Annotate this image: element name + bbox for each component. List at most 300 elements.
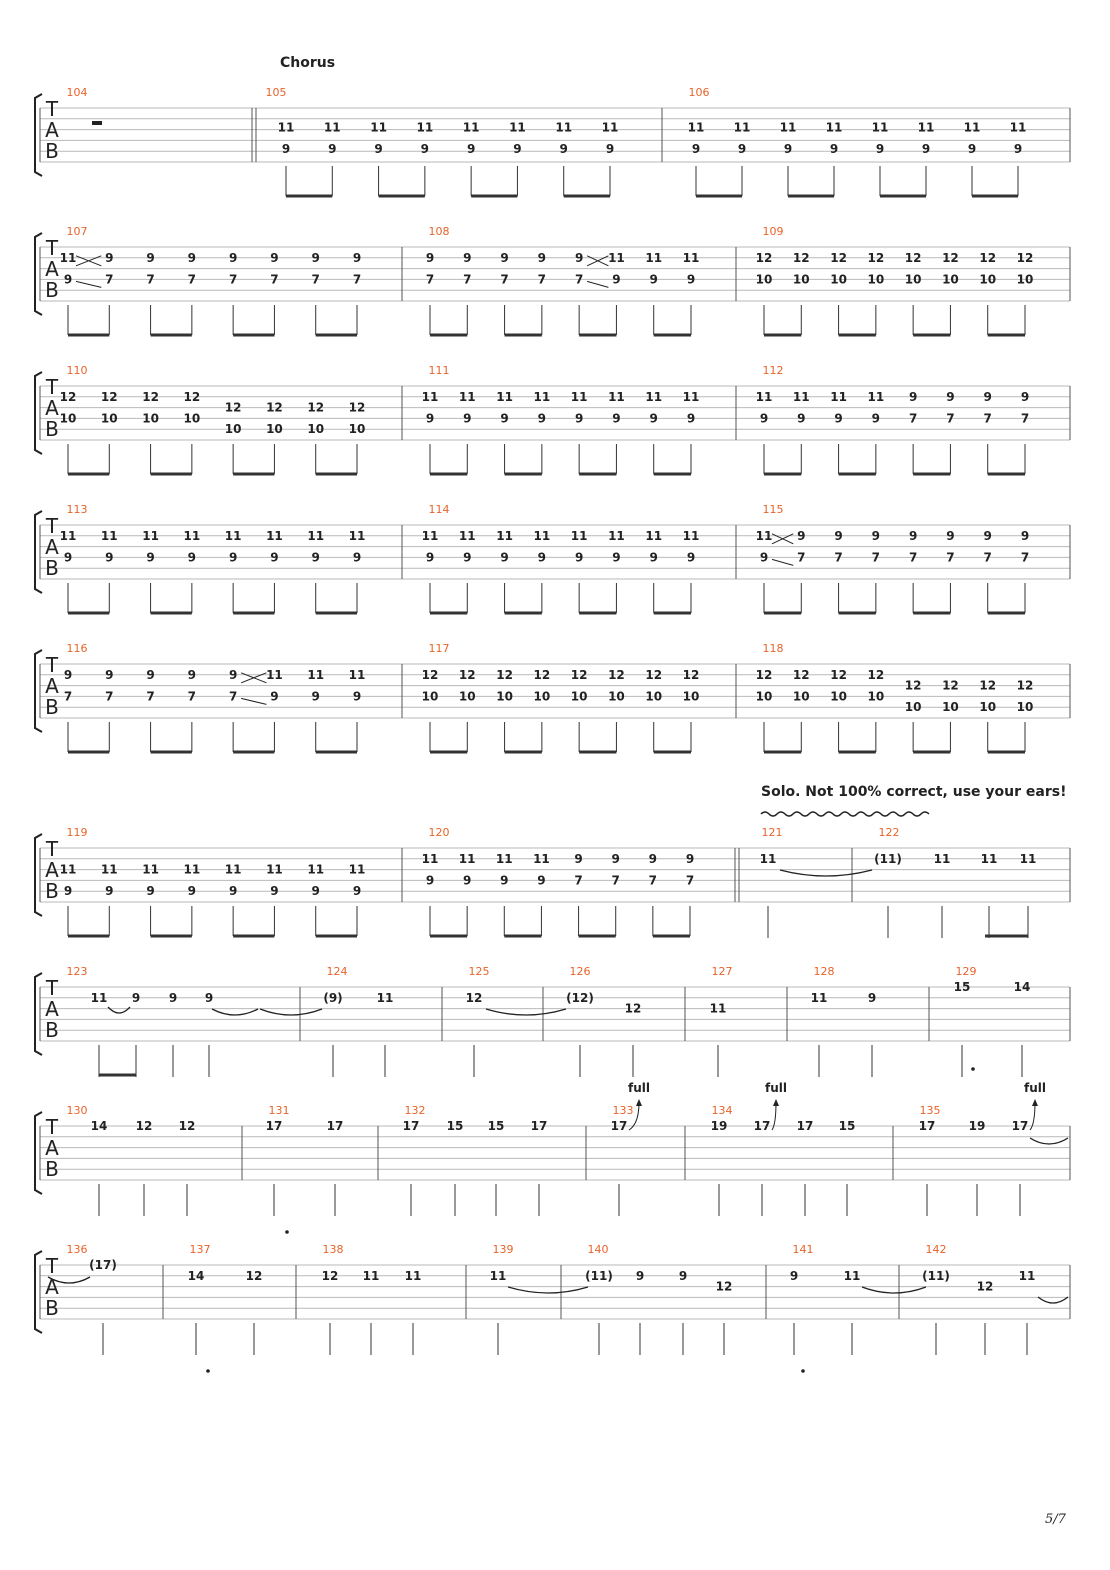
measure-number: 128 (813, 965, 835, 978)
measure-number: 107 (66, 225, 88, 238)
fret-number: 9 (463, 550, 472, 565)
tab-staves (35, 86, 1070, 1373)
fret-number: 11 (608, 250, 625, 265)
fret-number: 9 (691, 142, 701, 157)
fret-number: 12 (608, 667, 625, 682)
fret-number: 11 (416, 120, 434, 135)
fret-number: 17 (796, 1119, 814, 1133)
measure-number: 136 (66, 1243, 88, 1256)
fret-number: 12 (715, 1279, 733, 1294)
measure-number: 127 (711, 965, 733, 978)
system-bracket (35, 233, 42, 315)
fret-number: 9 (328, 142, 337, 157)
fret-number: 11 (496, 389, 513, 404)
fret-number: 7 (574, 873, 583, 888)
fret-number: 9 (63, 272, 73, 287)
fret-number: 9 (63, 884, 73, 899)
fret-number: 11 (608, 528, 625, 543)
tab-letter: B (45, 1157, 59, 1181)
fret-number: 10 (755, 272, 773, 287)
fret-number: 7 (834, 550, 843, 565)
fret-number: 11 (348, 862, 366, 877)
staccato-dot (206, 1369, 210, 1373)
fret-number: 11 (608, 389, 625, 404)
fret-number: 11 (709, 1001, 727, 1016)
fret-number: 9 (678, 1268, 688, 1283)
fret-number: 7 (187, 689, 197, 704)
fret-number: 9 (574, 411, 584, 426)
fret-number: 12 (792, 667, 810, 682)
fret-number: 17 (530, 1119, 548, 1133)
fret-number: 9 (612, 550, 621, 565)
tab-letter: T (45, 837, 59, 861)
fret-number: 11 (348, 528, 366, 543)
fret-number: 9 (187, 550, 197, 565)
fret-number: 9 (686, 411, 696, 426)
bend-arrow (1032, 1099, 1038, 1106)
tie-arc (108, 1007, 130, 1013)
fret-number: 9 (228, 884, 238, 899)
tab-system (35, 826, 1070, 938)
page-number: 5/7 (1045, 1512, 1066, 1527)
fret-number: 9 (1013, 142, 1023, 157)
fret-number: 7 (63, 689, 73, 704)
tab-letter: T (45, 97, 59, 121)
fret-number: 9 (466, 142, 476, 157)
fret-number: 9 (105, 250, 114, 265)
fret-number: 11 (458, 528, 476, 543)
staccato-dot (971, 1067, 975, 1071)
fret-number: 11 (682, 250, 700, 265)
fret-number: 9 (311, 550, 320, 565)
fret-number: 9 (352, 884, 362, 899)
measure-number: 125 (468, 965, 490, 978)
fret-number: 10 (496, 689, 513, 704)
fret-number: 11 (183, 528, 201, 543)
tab-system (35, 1243, 1070, 1355)
fret-number: 9 (425, 550, 435, 565)
fret-number: 11 (533, 389, 551, 404)
fret-number: 7 (146, 272, 155, 287)
fret-number: 11 (404, 1268, 422, 1283)
tab-letter: A (45, 396, 59, 420)
tab-letter: B (45, 1018, 59, 1042)
fret-number: 9 (500, 411, 509, 426)
measure-number: 111 (428, 364, 450, 377)
tie-arc (508, 1287, 588, 1293)
fret-number: 19 (968, 1119, 986, 1133)
measure-number: 140 (587, 1243, 609, 1256)
staccato-dot (801, 1369, 805, 1373)
fret-number: 12 (266, 400, 283, 415)
system-bracket (35, 1112, 42, 1194)
fret-number: 12 (421, 667, 439, 682)
fret-number: 10 (142, 411, 159, 426)
fret-number: 11 (843, 1268, 861, 1283)
tab-letter: B (45, 556, 59, 580)
fret-number: 11 (142, 862, 159, 877)
fret-number: 12 (830, 667, 847, 682)
fret-number: 11 (266, 528, 283, 543)
tab-system (35, 965, 1070, 1077)
fret-number: 9 (131, 990, 141, 1005)
fret-number: 9 (311, 250, 320, 265)
bend-label: full (765, 1081, 787, 1095)
fret-number: 10 (755, 689, 773, 704)
fret-number: 7 (908, 550, 918, 565)
fret-number: 12 (570, 667, 588, 682)
fret-number: 12 (976, 1279, 994, 1294)
fret-number: 17 (918, 1119, 936, 1133)
fret-number: 9 (759, 550, 769, 565)
fret-number: 11 (370, 120, 387, 135)
measure-number: 121 (761, 826, 783, 839)
fret-number: 9 (829, 142, 839, 157)
fret-number: 12 (979, 250, 997, 265)
fret-number: 11 (100, 528, 118, 543)
fret-number: 11 (755, 389, 773, 404)
tab-letter: B (45, 417, 59, 441)
fret-number: 9 (1020, 528, 1030, 543)
fret-number: 11 (963, 120, 981, 135)
fret-number: 7 (685, 873, 695, 888)
fret-number: 12 (624, 1001, 642, 1016)
fret-number: 9 (574, 250, 584, 265)
fret-number: 9 (311, 689, 320, 704)
fret-number: 11 (307, 528, 325, 543)
fret-number: 9 (908, 528, 918, 543)
fret-number: 9 (63, 550, 73, 565)
fret-number: 10 (59, 411, 77, 426)
fret-number: 12 (904, 678, 922, 693)
measure-number: 106 (688, 86, 710, 99)
fret-number: 12 (135, 1119, 153, 1133)
fret-number: 11 (1009, 120, 1027, 135)
measure-number: 118 (762, 642, 784, 655)
fret-number: 11 (1018, 1268, 1036, 1283)
fret-number: 11 (755, 528, 773, 543)
system-bracket (35, 1251, 42, 1333)
fret-number: 15 (487, 1119, 505, 1133)
fret-number: 9 (574, 550, 584, 565)
fret-number: 11 (759, 851, 777, 866)
fret-number: 11 (533, 851, 550, 866)
fret-number: 7 (352, 272, 362, 287)
fret-number: 9 (270, 550, 279, 565)
fret-number: 10 (421, 689, 439, 704)
fret-number: 14 (1013, 980, 1031, 994)
fret-number: 11 (830, 389, 847, 404)
tab-letter: B (45, 879, 59, 903)
measure-number: 142 (925, 1243, 947, 1256)
fret-number: 9 (834, 528, 843, 543)
chorus-label: Chorus (280, 55, 336, 71)
fret-number: 11 (421, 389, 439, 404)
fret-number: 11 (1019, 851, 1037, 866)
fret-number: 9 (1020, 389, 1030, 404)
fret-number: 7 (228, 689, 238, 704)
fret-number: 9 (425, 411, 435, 426)
fret-number: 12 (904, 250, 922, 265)
measure-number: 138 (322, 1243, 344, 1256)
fret-number: 7 (105, 272, 114, 287)
fret-number: 9 (374, 142, 383, 157)
fret-number: 10 (533, 689, 551, 704)
fret-number: 9 (352, 550, 362, 565)
fret-number: (17) (89, 1258, 117, 1272)
fret-number: 7 (611, 873, 620, 888)
fret-number: 10 (867, 689, 885, 704)
fret-number: 11 (421, 528, 439, 543)
fret-number: 11 (533, 528, 551, 543)
fret-number: 9 (187, 250, 197, 265)
tab-letter: A (45, 1136, 59, 1160)
tab-letter: B (45, 1296, 59, 1320)
system-bracket (35, 973, 42, 1055)
system-bracket (35, 372, 42, 454)
fret-number: 9 (420, 142, 430, 157)
fret-number: 15 (838, 1119, 856, 1133)
fret-number: 11 (810, 990, 828, 1005)
tab-letter: A (45, 118, 59, 142)
measure-number: 129 (955, 965, 977, 978)
fret-number: 11 (59, 862, 77, 877)
measure-number: 105 (265, 86, 287, 99)
measure-number: 137 (189, 1243, 211, 1256)
slide-mark (772, 534, 793, 566)
fret-number: 9 (612, 411, 621, 426)
fret-number: 9 (686, 550, 696, 565)
fret-number: 9 (425, 250, 435, 265)
fret-number: 9 (648, 851, 658, 866)
fret-number: 9 (834, 411, 843, 426)
fret-number: 12 (867, 667, 885, 682)
tab-letter: A (45, 674, 59, 698)
fret-number: 12 (1016, 678, 1034, 693)
measure-number: 124 (326, 965, 348, 978)
fret-number: 17 (402, 1119, 420, 1133)
fret-number: 10 (348, 422, 366, 437)
fret-number: 9 (611, 851, 620, 866)
fret-number: 11 (601, 120, 619, 135)
tab-letter: B (45, 139, 59, 163)
fret-number: 11 (645, 389, 663, 404)
fret-number: 7 (228, 272, 238, 287)
staccato-dot (285, 1230, 289, 1234)
fret-number: 9 (311, 884, 320, 899)
fret-number: 11 (682, 528, 700, 543)
fret-number: 10 (1016, 700, 1034, 715)
fret-number: 9 (921, 142, 931, 157)
fret-number: 11 (183, 862, 201, 877)
measure-number: 117 (428, 642, 450, 655)
fret-number: 11 (323, 120, 341, 135)
fret-number: 9 (463, 411, 472, 426)
fret-number: 12 (348, 400, 366, 415)
tab-letter: A (45, 858, 59, 882)
measure-number: 134 (711, 1104, 733, 1117)
fret-number: 9 (574, 851, 583, 866)
fret-number: 12 (59, 389, 77, 404)
bend-label: full (628, 1081, 650, 1095)
fret-number: 17 (610, 1119, 628, 1133)
fret-number: 7 (983, 550, 992, 565)
fret-number: 12 (496, 667, 513, 682)
fret-number: 10 (867, 272, 885, 287)
fret-number: 12 (1016, 250, 1034, 265)
fret-number: 9 (537, 250, 547, 265)
measure-number: 122 (878, 826, 900, 839)
fret-number: 11 (489, 1268, 507, 1283)
fret-number: 7 (537, 272, 547, 287)
fret-number: 7 (574, 272, 584, 287)
fret-number: 12 (100, 389, 118, 404)
tab-letter: A (45, 535, 59, 559)
fret-number: 9 (146, 884, 155, 899)
fret-number: (11) (585, 1268, 613, 1283)
fret-number: 12 (755, 250, 773, 265)
fret-number: 9 (500, 550, 509, 565)
bend-label: full (1024, 1081, 1046, 1095)
fret-number: 12 (682, 667, 700, 682)
fret-number: 9 (871, 528, 881, 543)
fret-number: 12 (533, 667, 551, 682)
slide-mark (241, 673, 266, 705)
fret-number: 7 (946, 550, 955, 565)
fret-number: 11 (555, 120, 573, 135)
fret-number: 11 (266, 862, 283, 877)
fret-number: 7 (500, 272, 509, 287)
fret-number: 9 (463, 250, 472, 265)
fret-number: 7 (311, 272, 320, 287)
fret-number: 10 (1016, 272, 1034, 287)
slide-mark (587, 256, 608, 288)
tie-arc (780, 870, 872, 876)
fret-number: 7 (463, 272, 472, 287)
fret-number: 17 (265, 1119, 283, 1133)
tab-letter: T (45, 375, 59, 399)
fret-number: 10 (645, 689, 663, 704)
fret-number: 9 (649, 272, 658, 287)
fret-number: 11 (933, 851, 951, 866)
fret-number: 7 (871, 550, 881, 565)
fret-number: 11 (495, 851, 513, 866)
fret-number: 11 (867, 389, 885, 404)
fret-number: 10 (682, 689, 700, 704)
measure-number: 110 (66, 364, 88, 377)
fret-number: 11 (779, 120, 797, 135)
fret-number: 7 (270, 272, 279, 287)
fret-number: 12 (458, 667, 476, 682)
fret-number: 7 (648, 873, 658, 888)
tab-letter: T (45, 653, 59, 677)
measure-number: 141 (792, 1243, 814, 1256)
fret-number: 9 (537, 550, 547, 565)
fret-number: 11 (458, 851, 476, 866)
measure-number: 139 (492, 1243, 514, 1256)
tie-arc (862, 1287, 926, 1293)
whole-rest (92, 121, 102, 125)
fret-number: 12 (183, 389, 201, 404)
fret-number: 12 (142, 389, 159, 404)
fret-number: 9 (146, 250, 155, 265)
fret-number: 11 (570, 528, 588, 543)
fret-number: 17 (1011, 1119, 1029, 1133)
chorus-annotation (280, 55, 335, 71)
fret-number: 15 (446, 1119, 464, 1133)
fret-number: 12 (942, 678, 959, 693)
solo-label: Solo. Not 100% correct, use your ears! (761, 784, 1067, 800)
fret-number: 11 (224, 528, 242, 543)
tie-arc (212, 1009, 258, 1015)
fret-number: 10 (979, 700, 997, 715)
fret-number: 11 (224, 862, 242, 877)
fret-number: 9 (867, 990, 877, 1005)
fret-number: 12 (942, 250, 959, 265)
tab-letter: B (45, 695, 59, 719)
fret-number: 9 (737, 142, 747, 157)
fret-number: 9 (168, 990, 178, 1005)
bend-arrow (636, 1099, 642, 1106)
fret-number: 9 (559, 142, 568, 157)
measure-number: 120 (428, 826, 450, 839)
fret-number: 11 (90, 990, 108, 1005)
fret-number: 11 (645, 250, 663, 265)
slide-mark (76, 256, 101, 288)
fret-number: 7 (908, 411, 918, 426)
fret-number: 11 (917, 120, 935, 135)
tab-system (35, 1104, 1070, 1216)
fret-number: 10 (942, 700, 959, 715)
measure-number: 113 (66, 503, 88, 516)
fret-number: 10 (458, 689, 476, 704)
fret-number: 11 (277, 120, 295, 135)
fret-number: 10 (100, 411, 118, 426)
vibrato-wave (761, 812, 929, 816)
fret-number: 9 (789, 1268, 799, 1283)
fret-number: (9) (323, 990, 343, 1005)
fret-number: 12 (245, 1268, 263, 1283)
fret-number: 9 (649, 411, 658, 426)
measure-number: 112 (762, 364, 784, 377)
fret-number: 9 (946, 528, 955, 543)
fret-number: 10 (942, 272, 959, 287)
measure-number: 114 (428, 503, 450, 516)
fret-number: 9 (612, 272, 621, 287)
fret-number: 12 (465, 990, 483, 1005)
fret-number: 9 (228, 667, 238, 682)
fret-number: 9 (105, 667, 114, 682)
fret-number: 11 (496, 528, 513, 543)
fret-number: 11 (376, 990, 394, 1005)
fret-number: 12 (830, 250, 847, 265)
fret-number: 9 (500, 250, 509, 265)
tab-system (35, 642, 1070, 752)
fret-number: 11 (645, 528, 663, 543)
measure-number: 116 (66, 642, 88, 655)
measure-number: 104 (66, 86, 88, 99)
fret-number: 14 (90, 1119, 108, 1133)
fret-number: 10 (979, 272, 997, 287)
fret-number: 11 (682, 389, 700, 404)
fret-number: 10 (608, 689, 625, 704)
measure-number: 123 (66, 965, 88, 978)
fret-number: 11 (458, 389, 476, 404)
fret-number: 11 (266, 667, 283, 682)
fret-number: 7 (105, 689, 114, 704)
fret-number: 9 (797, 528, 806, 543)
fret-number: 10 (904, 272, 922, 287)
